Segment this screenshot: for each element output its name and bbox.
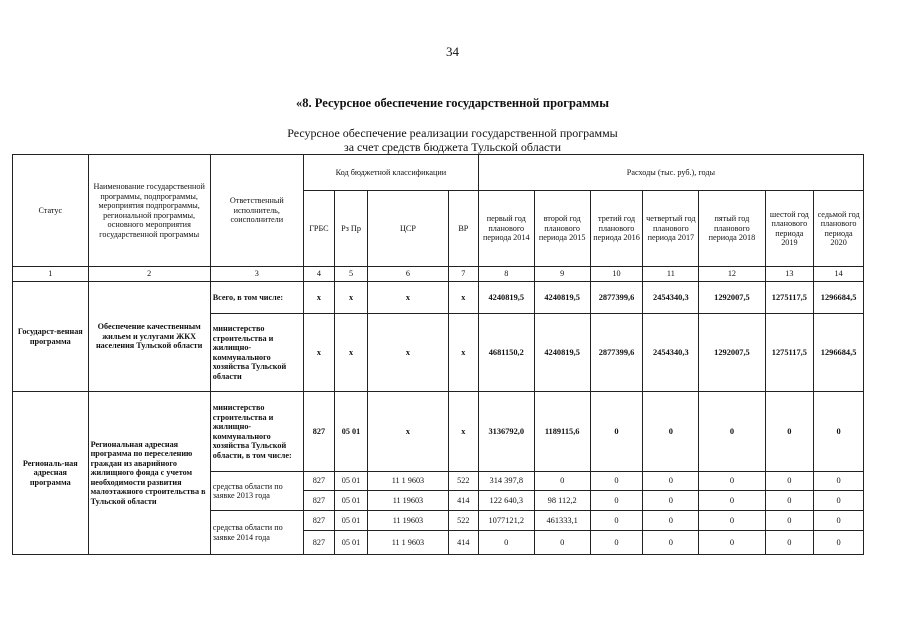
cell-value: 0 (643, 392, 699, 472)
table-row (13, 392, 864, 472)
cell-grbs: x (303, 282, 334, 314)
col-number: 14 (814, 267, 864, 282)
cell-csr: x (368, 392, 449, 472)
cell-grbs: 827 (303, 491, 334, 511)
rp-resp-2013: средства области по заявке 2013 года (210, 472, 303, 511)
cell-value: 0 (478, 531, 534, 555)
cell-value: 2877399,6 (590, 282, 643, 314)
cell-value: 0 (590, 531, 643, 555)
cell-value: 0 (643, 531, 699, 555)
header-rzpr: Рз Пр (334, 191, 367, 267)
col-number: 2 (88, 267, 210, 282)
col-number: 5 (334, 267, 367, 282)
cell-value: 4681150,2 (478, 314, 534, 392)
cell-value: 314 397,8 (478, 472, 534, 491)
cell-value: 3136792,0 (478, 392, 534, 472)
rp-resp-2014: средства области по заявке 2014 года (210, 511, 303, 555)
cell-value: 0 (590, 472, 643, 491)
cell-value: 0 (765, 511, 814, 531)
header-responsible: Ответственный исполнитель, соисполнители (210, 155, 303, 267)
cell-value: 0 (590, 511, 643, 531)
header-year-2015: второй год планового периода 2015 (534, 191, 590, 267)
cell-value: 4240819,5 (478, 282, 534, 314)
col-number: 8 (478, 267, 534, 282)
cell-csr: x (368, 282, 449, 314)
col-number: 7 (448, 267, 478, 282)
caption-line-2: за счет средств бюджета Тульской области (343, 140, 562, 154)
cell-rzpr: x (334, 282, 367, 314)
cell-rzpr: 05 01 (334, 511, 367, 531)
cell-value: 98 112,2 (534, 491, 590, 511)
header-expenses: Расходы (тыс. руб.), годы (478, 155, 863, 191)
resource-table (12, 154, 864, 555)
col-number: 9 (534, 267, 590, 282)
cell-value: 0 (765, 392, 814, 472)
cell-value: 0 (814, 491, 864, 511)
cell-value: 1275117,5 (765, 314, 814, 392)
page-number: 34 (446, 44, 459, 59)
cell-grbs: 827 (303, 392, 334, 472)
cell-grbs: 827 (303, 472, 334, 491)
cell-value: 0 (814, 392, 864, 472)
cell-value: 4240819,5 (534, 314, 590, 392)
cell-csr: 11 19603 (368, 491, 449, 511)
header-year-2016: третий год планового периода 2016 (590, 191, 643, 267)
header-year-2017: четвертый год планового периода 2017 (643, 191, 699, 267)
rp-resp-ministry: министерство строительства и жилищно-коммунального хозяйства Тульской области, в том числе: (210, 392, 303, 472)
header-csr: ЦСР (368, 191, 449, 267)
cell-value: 0 (699, 511, 765, 531)
cell-value: 0 (699, 491, 765, 511)
cell-vr: 414 (448, 491, 478, 511)
cell-value: 1296684,5 (814, 282, 864, 314)
header-status: Статус (13, 155, 89, 267)
cell-csr: 11 19603 (368, 511, 449, 531)
cell-grbs: 827 (303, 531, 334, 555)
cell-value: 122 640,3 (478, 491, 534, 511)
col-number: 11 (643, 267, 699, 282)
cell-value: 461333,1 (534, 511, 590, 531)
cell-value: 2454340,3 (643, 314, 699, 392)
cell-value: 0 (699, 531, 765, 555)
cell-value: 1275117,5 (765, 282, 814, 314)
cell-value: 2454340,3 (643, 282, 699, 314)
header-year-2014: первый год планового периода 2014 (478, 191, 534, 267)
cell-value: 1296684,5 (814, 314, 864, 392)
header-name: Наименование государственной программы, подпрограммы, мероприятия подпрограммы, региональной программы, основного мероприятия государственной программы (88, 155, 210, 267)
cell-value: 0 (534, 472, 590, 491)
cell-rzpr: 05 01 (334, 472, 367, 491)
gp-resp-total: Всего, в том числе: (210, 282, 303, 314)
cell-vr: x (448, 314, 478, 392)
cell-rzpr: 05 01 (334, 531, 367, 555)
col-number: 6 (368, 267, 449, 282)
cell-value: 4240819,5 (534, 282, 590, 314)
header-vr: ВР (448, 191, 478, 267)
header-grbs: ГРБС (303, 191, 334, 267)
cell-rzpr: x (334, 314, 367, 392)
cell-value: 0 (814, 531, 864, 555)
cell-value: 1292007,5 (699, 314, 765, 392)
cell-value: 1077121,2 (478, 511, 534, 531)
cell-grbs: 827 (303, 511, 334, 531)
gp-status: Государст-венная программа (13, 282, 89, 392)
col-number: 10 (590, 267, 643, 282)
cell-vr: x (448, 282, 478, 314)
cell-rzpr: 05 01 (334, 491, 367, 511)
header-year-2020: седьмой год планового периода 2020 (814, 191, 864, 267)
cell-vr: 522 (448, 511, 478, 531)
cell-csr: 11 1 9603 (368, 472, 449, 491)
col-number: 4 (303, 267, 334, 282)
cell-value: 0 (534, 531, 590, 555)
cell-value: 0 (765, 472, 814, 491)
col-number: 3 (210, 267, 303, 282)
cell-vr: 522 (448, 472, 478, 491)
cell-vr: x (448, 392, 478, 472)
cell-value: 0 (643, 511, 699, 531)
cell-value: 0 (643, 472, 699, 491)
cell-value: 0 (590, 392, 643, 472)
cell-grbs: x (303, 314, 334, 392)
table-caption (0, 126, 905, 154)
cell-value: 0 (699, 392, 765, 472)
cell-value: 0 (765, 531, 814, 555)
cell-vr: 414 (448, 531, 478, 555)
cell-value: 0 (814, 472, 864, 491)
cell-value: 0 (699, 472, 765, 491)
gp-name: Обеспечение качественным жильем и услугами ЖКХ населения Тульской области (88, 282, 210, 392)
table-row (13, 282, 864, 314)
cell-csr: 11 1 9603 (368, 531, 449, 555)
rp-status: Региональ-ная адресная программа (13, 392, 89, 555)
cell-rzpr: 05 01 (334, 392, 367, 472)
cell-value: 0 (814, 511, 864, 531)
rp-name: Региональная адресная программа по переселению граждан из аварийного жилищного фонда с учетом необходимости развития малоэтажного строительства в Тульской области (88, 392, 210, 555)
cell-value: 1292007,5 (699, 282, 765, 314)
header-budget-code: Код бюджетной классификации (303, 155, 478, 191)
col-number: 12 (699, 267, 765, 282)
gp-resp-ministry: министерство строительства и жилищно-коммунального хозяйства Тульской области (210, 314, 303, 392)
cell-value: 2877399,6 (590, 314, 643, 392)
section-title: «8. Ресурсное обеспечение государственной программы (296, 96, 609, 110)
cell-csr: x (368, 314, 449, 392)
col-number: 1 (13, 267, 89, 282)
cell-value: 0 (765, 491, 814, 511)
col-number: 13 (765, 267, 814, 282)
cell-value: 0 (643, 491, 699, 511)
cell-value: 0 (590, 491, 643, 511)
caption-line-1: Ресурсное обеспечение реализации государственной программы (287, 126, 618, 140)
header-year-2019: шестой год планового периода 2019 (765, 191, 814, 267)
header-year-2018: пятый год планового периода 2018 (699, 191, 765, 267)
cell-value: 1189115,6 (534, 392, 590, 472)
